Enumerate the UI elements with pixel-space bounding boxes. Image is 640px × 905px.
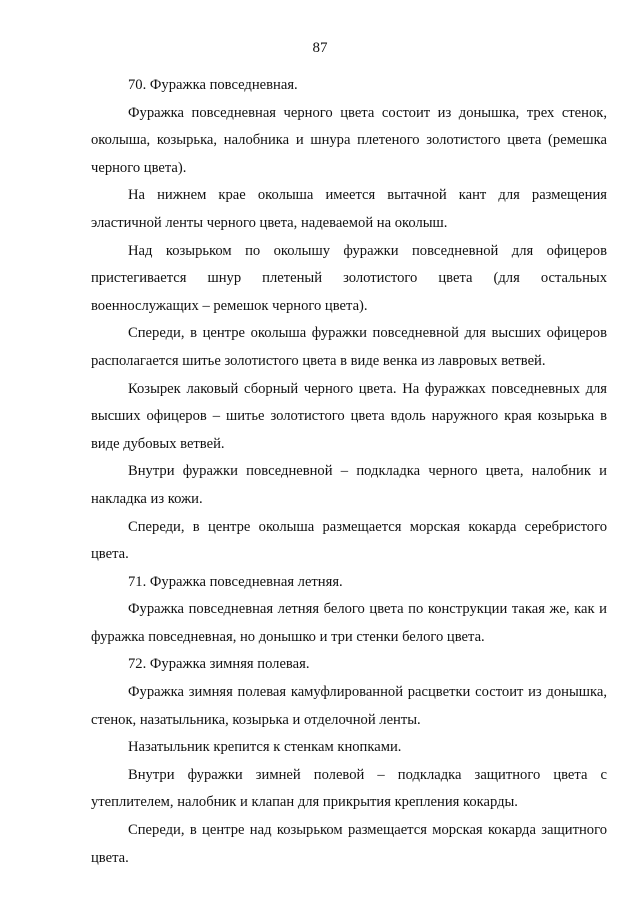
paragraph: Фуражка повседневная черного цвета состоит из донышка, трех стенок, околыша, козырька, налобника и шнура плетеного золотистого цвета (ремешка черного цвета). xyxy=(91,104,607,176)
paragraph: Спереди, в центре над козырьком размещается морская кокарда защитного цвета. xyxy=(91,822,607,866)
paragraph: Фуражка повседневная летняя белого цвета по конструкции такая же, как и фуражка повседневная, но донышко и три стенки белого цвета. xyxy=(91,601,607,645)
section-heading-70: 70. Фуражка повседневная. xyxy=(128,77,298,93)
paragraph: Спереди, в центре околыша фуражки повседневной для высших офицеров располагается шитье золотистого цвета в виде венка из лавровых ветвей. xyxy=(91,325,607,369)
page-number: 87 xyxy=(312,40,328,56)
section-heading-71: 71. Фуражка повседневная летняя. xyxy=(128,573,343,590)
paragraph: Спереди, в центре околыша размещается морская кокарда серебристого цвета. xyxy=(91,518,607,563)
paragraph: Назатыльник крепится к стенкам кнопками. xyxy=(128,739,402,756)
paragraph: Внутри фуражки повседневной – подкладка черного цвета, налобник и накладка из кожи. xyxy=(91,463,607,507)
paragraph: Фуражка зимняя полевая камуфлированной расцветки состоит из донышка, стенок, назатыльника, козырька и отделочной ленты. xyxy=(91,684,607,728)
paragraph: На нижнем крае околыша имеется вытачной кант для размещения эластичной ленты черного цвета, надеваемой на околыш. xyxy=(91,187,607,231)
paragraph: Козырек лаковый сборный черного цвета. На фуражках повседневных для высших офицеров – шитье золотистого цвета вдоль наружного края козырька в виде дубовых ветвей. xyxy=(91,380,607,452)
paragraph: Внутри фуражки зимней полевой – подкладка защитного цвета с утеплителем, налобник и клапан для прикрытия крепления кокарды. xyxy=(91,766,607,811)
paragraph: Над козырьком по околышу фуражки повседневной для офицеров пристегивается шнур плетеный золотистого цвета (для остальных военнослужащих – ремешок черного цвета). xyxy=(91,242,607,314)
section-heading-72: 72. Фуражка зимняя полевая. xyxy=(128,656,310,673)
document-body xyxy=(91,72,607,872)
